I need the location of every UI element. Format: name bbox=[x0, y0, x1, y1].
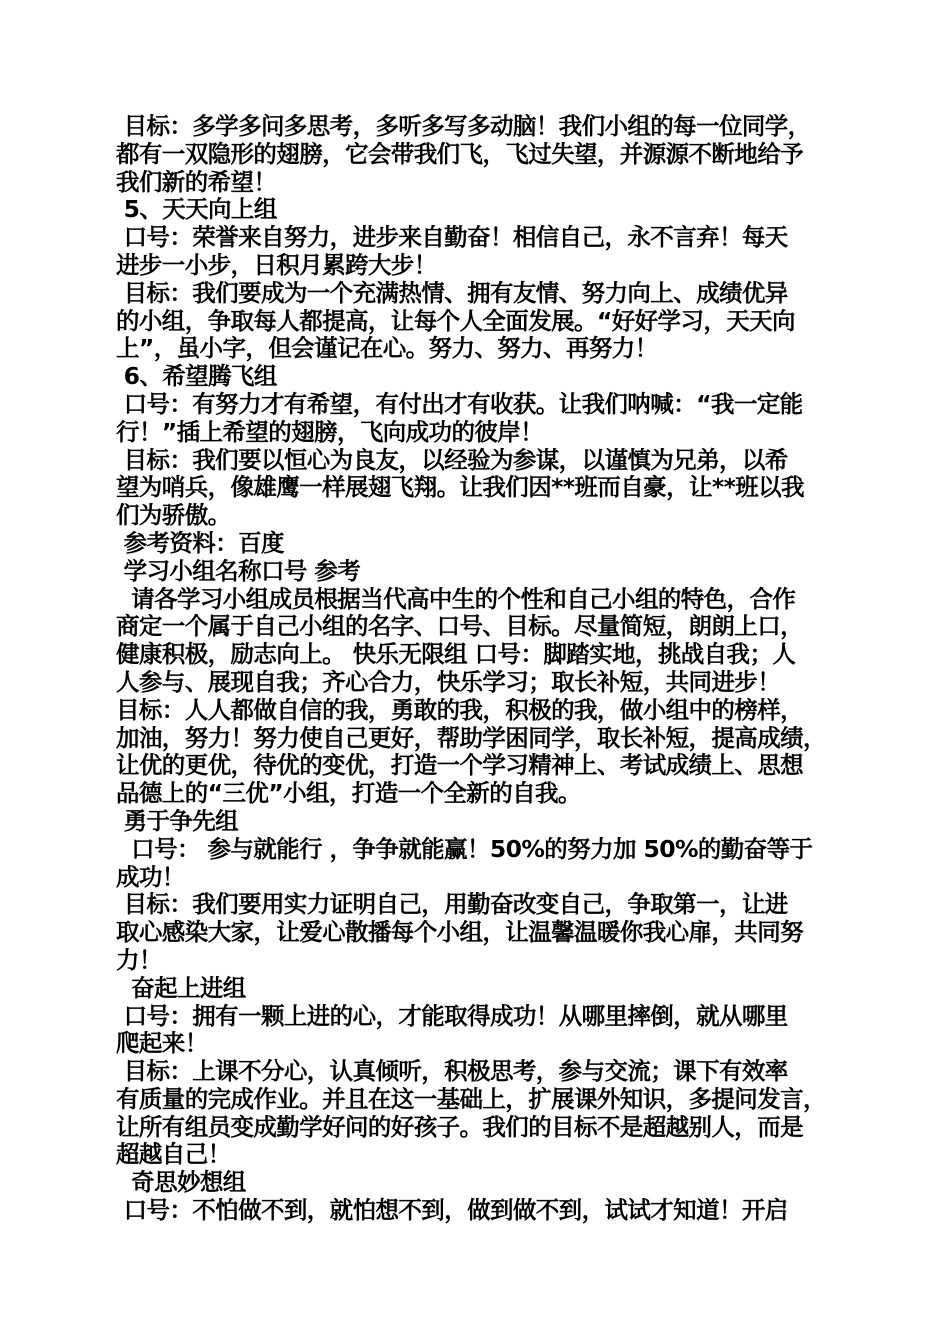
text-line: 行！”插上希望的翅膀，飞向成功的彼岸！ bbox=[116, 417, 544, 446]
text-line: 口号：荣誉来自努力，进步来自勤奋！相信自己，永不言弃！每天 bbox=[116, 223, 788, 252]
text-line: 口号：有努力才有希望，有付出才有收获。让我们呐喊：“我一定能 bbox=[116, 389, 803, 418]
text-line: 目标：多学多问多思考，多听多写多动脑！我们小组的每一位同学， bbox=[116, 112, 811, 140]
text-line: 健康积极，励志向上。 快乐无限组 口号：脚踏实地，挑战自我；人 bbox=[116, 640, 796, 669]
text-line: 目标：上课不分心，认真倾听，积极思考，参与交流；课下有效率 bbox=[116, 1057, 788, 1086]
text-line: 口号：不怕做不到，就怕想不到，做到做不到，试试才知道！开启 bbox=[116, 1196, 788, 1225]
text-line: 人参与、展现自我；齐心合力，快乐学习；取长补短，共同进步！ bbox=[116, 667, 781, 696]
text-line: 口号： 参与就能行 ，争争就能赢！50%的努力加 50%的勤奋等于 bbox=[116, 834, 813, 863]
text-line: 望为哨兵，像雄鹰一样展翅飞翔。让我们因**班而自豪，让**班以我 bbox=[116, 473, 804, 502]
text-line: 让优的更优，待优的变优，打造一个学习精神上、考试成绩上、思想 bbox=[116, 751, 803, 780]
text-line: 请各学习小组成员根据当代高中生的个性和自己小组的特色，合作 bbox=[116, 584, 796, 613]
text-line: 目标：我们要用实力证明自己，用勤奋改变自己，争取第一，让进 bbox=[116, 890, 788, 919]
text-line: 上”，虽小字，但会谨记在心。努力、努力、再努力！ bbox=[116, 334, 658, 363]
text-line: 我们新的希望！ bbox=[116, 167, 277, 196]
text-line: 商定一个属于自己小组的名字、口号、目标。尽量简短，朗朗上口， bbox=[116, 612, 803, 641]
text-line: 奇思妙想组 bbox=[116, 1168, 246, 1197]
text-line: 5、天天向上组 bbox=[116, 195, 277, 224]
text-line: 品德上的“三优”小组，打造一个全新的自我。 bbox=[116, 779, 581, 808]
text-line: 力！ bbox=[116, 945, 162, 974]
text-line: 超越自己！ bbox=[116, 1140, 231, 1169]
text-line: 进步一小步，日积月累跨大步！ bbox=[116, 250, 437, 279]
document-body-text bbox=[116, 113, 846, 1225]
text-line: 学习小组名称口号 参考 bbox=[116, 556, 361, 585]
text-line: 目标：人人都做自信的我，勇敢的我，积极的我，做小组中的榜样， bbox=[116, 695, 803, 724]
text-line: 奋起上进组 bbox=[116, 973, 246, 1002]
text-line: 目标：我们要成为一个充满热情、拥有友情、努力向上、成绩优异 bbox=[116, 278, 788, 307]
text-line: 目标：我们要以恒心为良友，以经验为参谋，以谨慎为兄弟，以希 bbox=[116, 445, 788, 474]
text-line: 都有一双隐形的翅膀，它会带我们飞，飞过失望，并源源不断地给予 bbox=[116, 139, 803, 168]
text-line: 取心感染大家，让爱心散播每个小组，让温馨温暖你我心扉，共同努 bbox=[116, 918, 803, 947]
text-line: 勇于争先组 bbox=[116, 806, 239, 835]
text-line: 让所有组员变成勤学好问的好孩子。我们的目标不是超越别人，而是 bbox=[116, 1112, 803, 1141]
text-line: 的小组，争取每人都提高，让每个人全面发展。“好好学习，天天向 bbox=[116, 306, 795, 335]
text-line: 有质量的完成作业。并且在这一基础上，扩展课外知识，多提问发言， bbox=[116, 1084, 826, 1113]
text-line: 们为骄傲。 bbox=[116, 501, 231, 530]
text-line: 爬起来！ bbox=[116, 1029, 208, 1058]
text-line: 参考资料：百度 bbox=[116, 528, 284, 557]
text-line: 口号：拥有一颗上进的心，才能取得成功！从哪里摔倒，就从哪里 bbox=[116, 1001, 788, 1030]
text-line: 成功！ bbox=[116, 862, 185, 891]
text-line: 6、希望腾飞组 bbox=[116, 362, 277, 391]
text-line: 加油，努力！努力使自己更好，帮助学困同学，取长补短，提高成绩， bbox=[116, 723, 826, 752]
